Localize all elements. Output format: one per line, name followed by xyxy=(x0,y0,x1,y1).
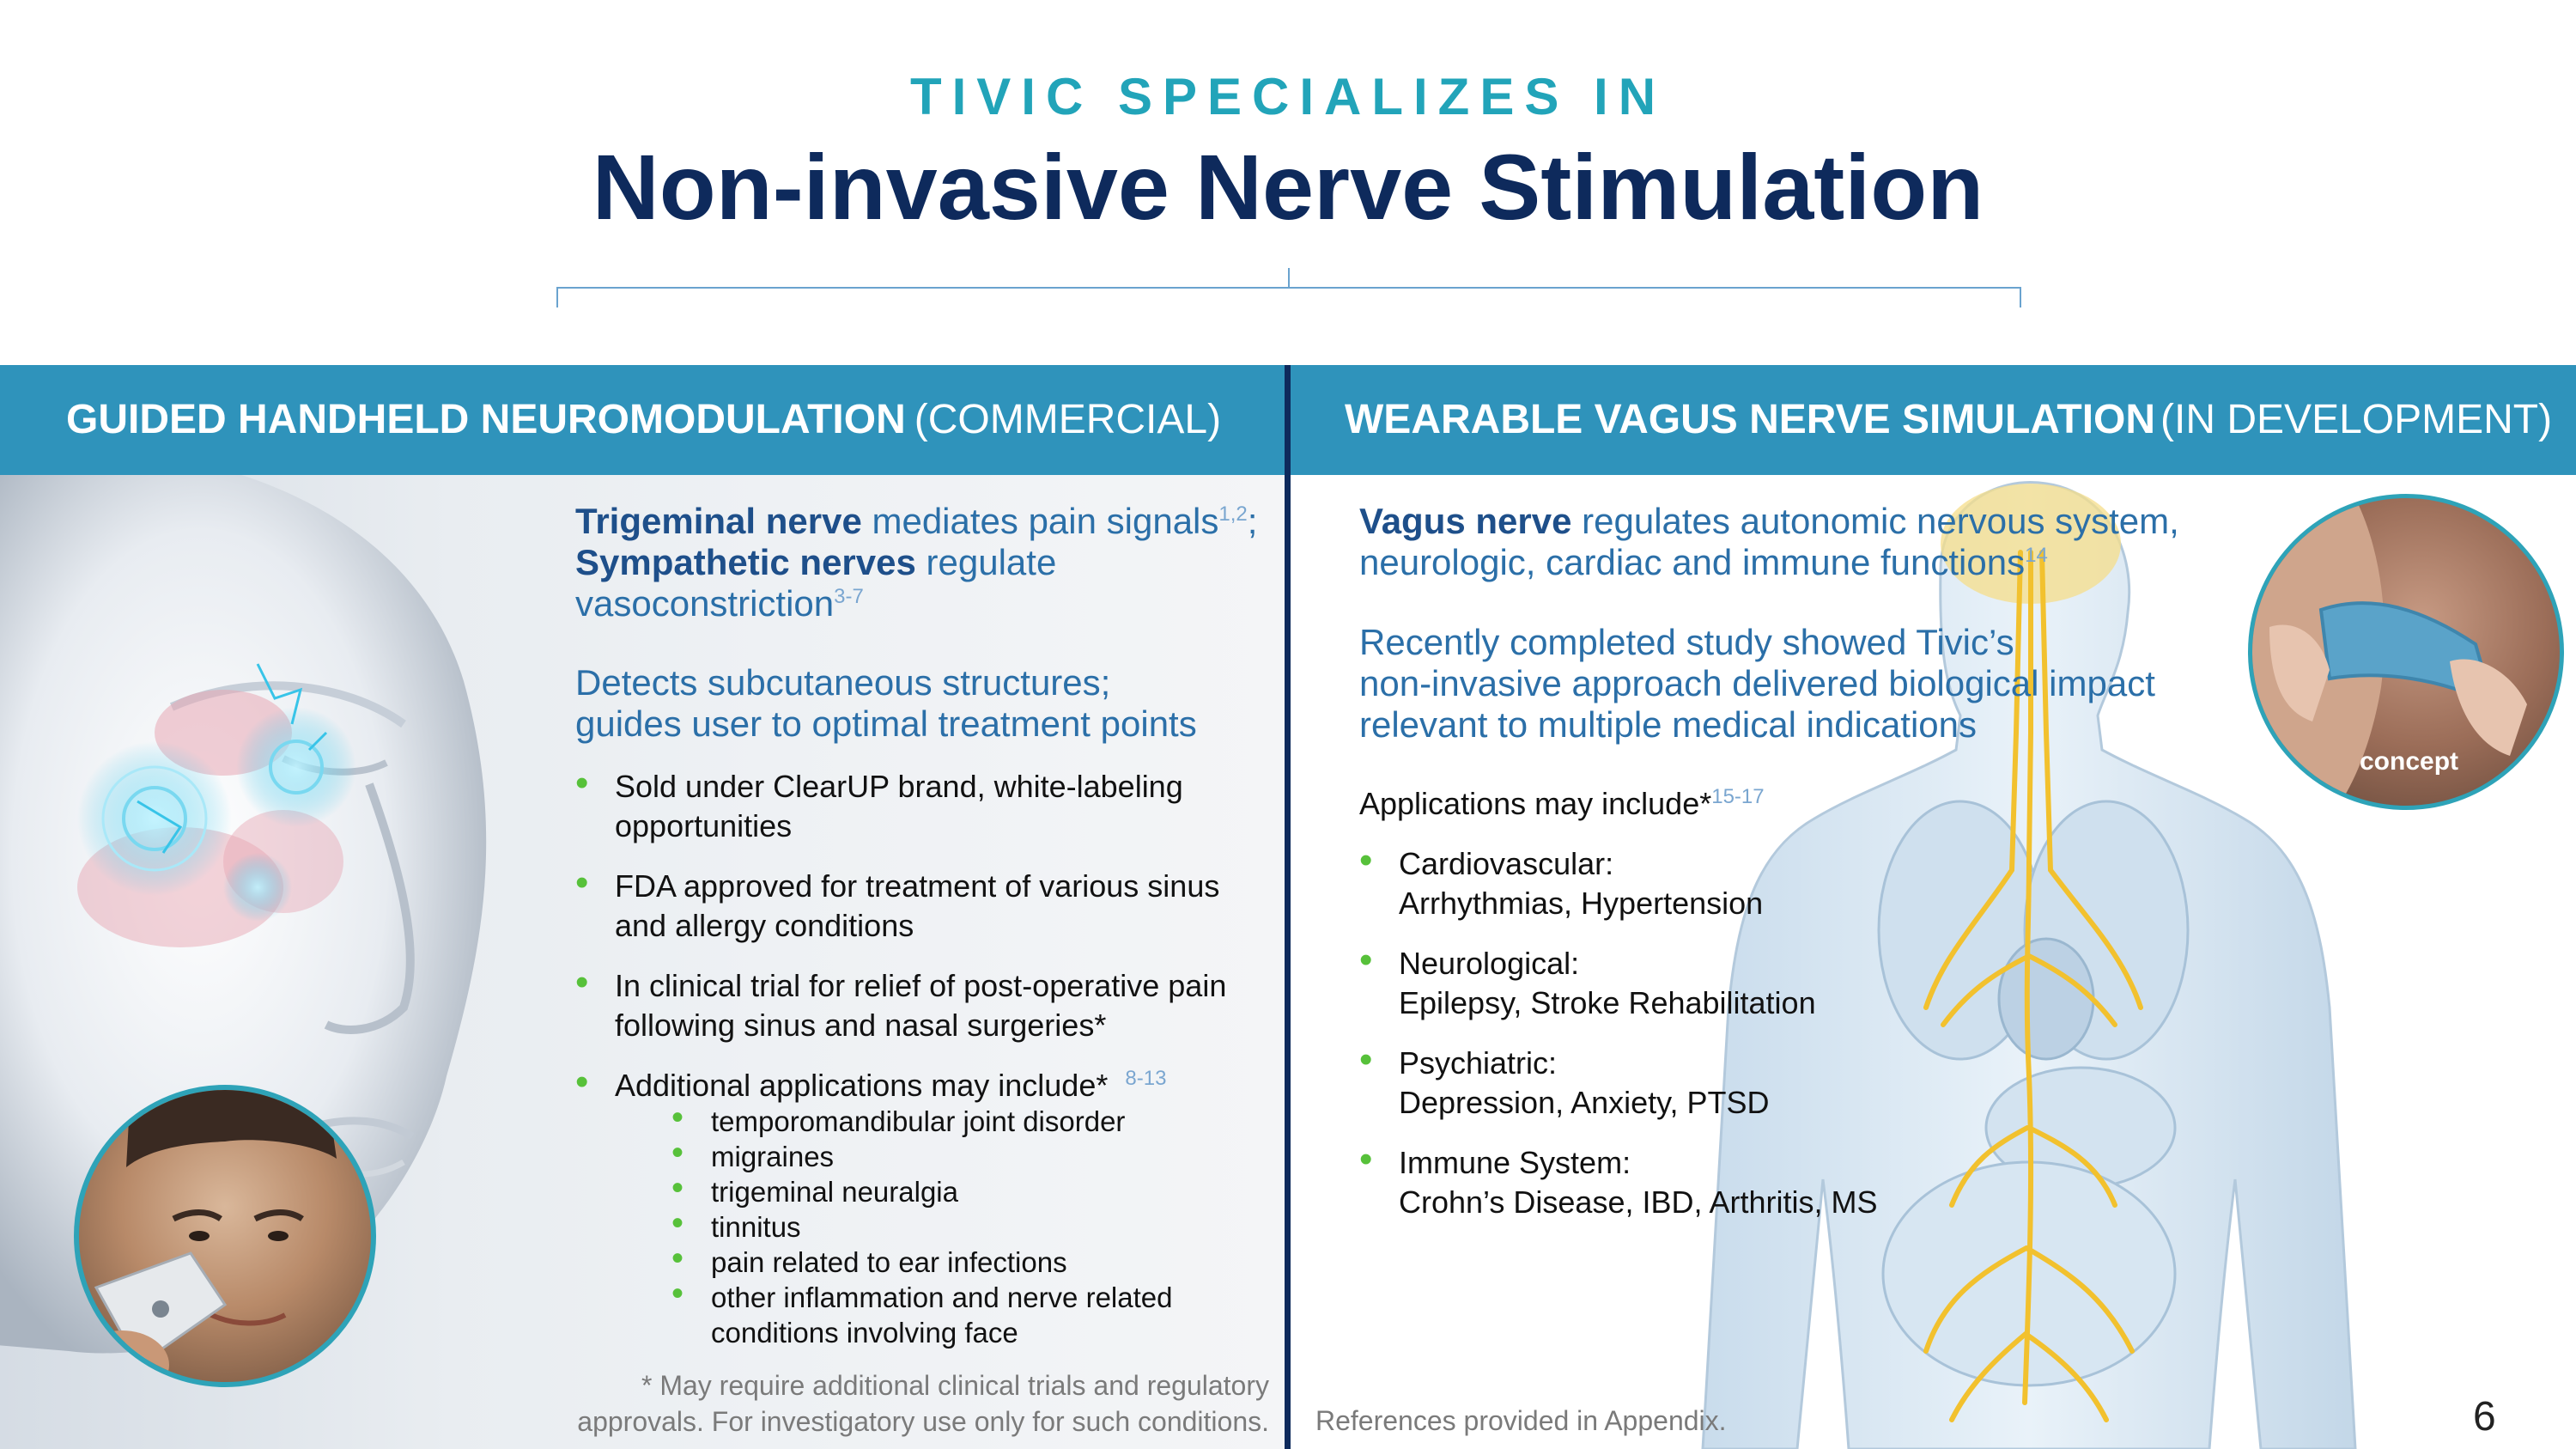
applications-list xyxy=(1359,844,2046,1243)
concept-device-photo xyxy=(2248,494,2564,810)
list-item: • Neurological: Epilepsy, Stroke Rehabilitation xyxy=(1359,944,2046,1023)
left-footnote: * May require additional clinical trials and regulatory approvals. For investigatory use only for such conditions. xyxy=(577,1370,1269,1437)
detection-lead: Detects subcutaneous structures; guides user to optimal treatment points xyxy=(575,662,1197,744)
list-item: • Additional applications may include* $^{8-13}$ xyxy=(575,1066,1279,1105)
list-item: • Sold under ClearUP brand, white-labeling opportunities xyxy=(575,767,1279,846)
panel-divider xyxy=(1285,365,1291,1449)
right-banner-title: WEARABLE VAGUS NERVE SIMULATION (IN DEVELOPMENT) xyxy=(1345,397,2553,442)
list-item: • In clinical trial for relief of post-operative pain following sinus and nasal surgeries* xyxy=(575,966,1279,1045)
vagus-lead: Vagus nerve regulates autonomic nervous system, neurologic, cardiac and immune functions$^{14}$ xyxy=(1359,501,2179,582)
additional-applications-list xyxy=(671,1104,1279,1350)
clearup-device-photo xyxy=(74,1085,376,1387)
list-item: • Immune System: Crohn’s Disease, IBD, Arthritis, MS xyxy=(1359,1143,2046,1222)
references-note: References provided in Appendix. xyxy=(1315,1405,1727,1436)
list-item: • tinnitus xyxy=(671,1209,1279,1245)
list-item: • pain related to ear infections xyxy=(671,1245,1279,1280)
list-item: • migraines xyxy=(671,1139,1279,1174)
list-item: • Cardiovascular: Arrhythmias, Hypertension xyxy=(1359,844,2046,923)
page-number: 6 xyxy=(2473,1394,2496,1440)
list-item: • other inflammation and nerve related conditions involving face xyxy=(671,1280,1192,1350)
left-bullet-list xyxy=(575,767,1279,1105)
list-item: • trigeminal neuralgia xyxy=(671,1174,1279,1209)
list-item: • FDA approved for treatment of various sinus and allergy conditions xyxy=(575,867,1279,946)
section-kicker: TIVIC SPECIALIZES IN xyxy=(909,68,1667,125)
left-banner-title: GUIDED HANDHELD NEUROMODULATION (COMMERCIAL) xyxy=(66,397,1222,442)
applications-intro: Applications may include*$^{15-17}$ xyxy=(1359,785,1765,821)
trigeminal-lead: Trigeminal nerve mediates pain signals$^{1,2}$; Sympathetic nerves regulate vasoconstriction$^{3-7}$ xyxy=(575,501,1258,624)
slide-title: Non-invasive Nerve Stimulation xyxy=(592,135,1984,239)
study-lead: Recently completed study showed Tivic’s non-invasive approach delivered biological impact relevant to multiple medical indications xyxy=(1359,622,2155,745)
concept-label: concept xyxy=(2360,747,2459,776)
list-item: • temporomandibular joint disorder xyxy=(671,1104,1279,1139)
list-item: • Psychiatric: Depression, Anxiety, PTSD xyxy=(1359,1044,2046,1123)
sub-bullet-wrapper xyxy=(575,1102,1279,1371)
